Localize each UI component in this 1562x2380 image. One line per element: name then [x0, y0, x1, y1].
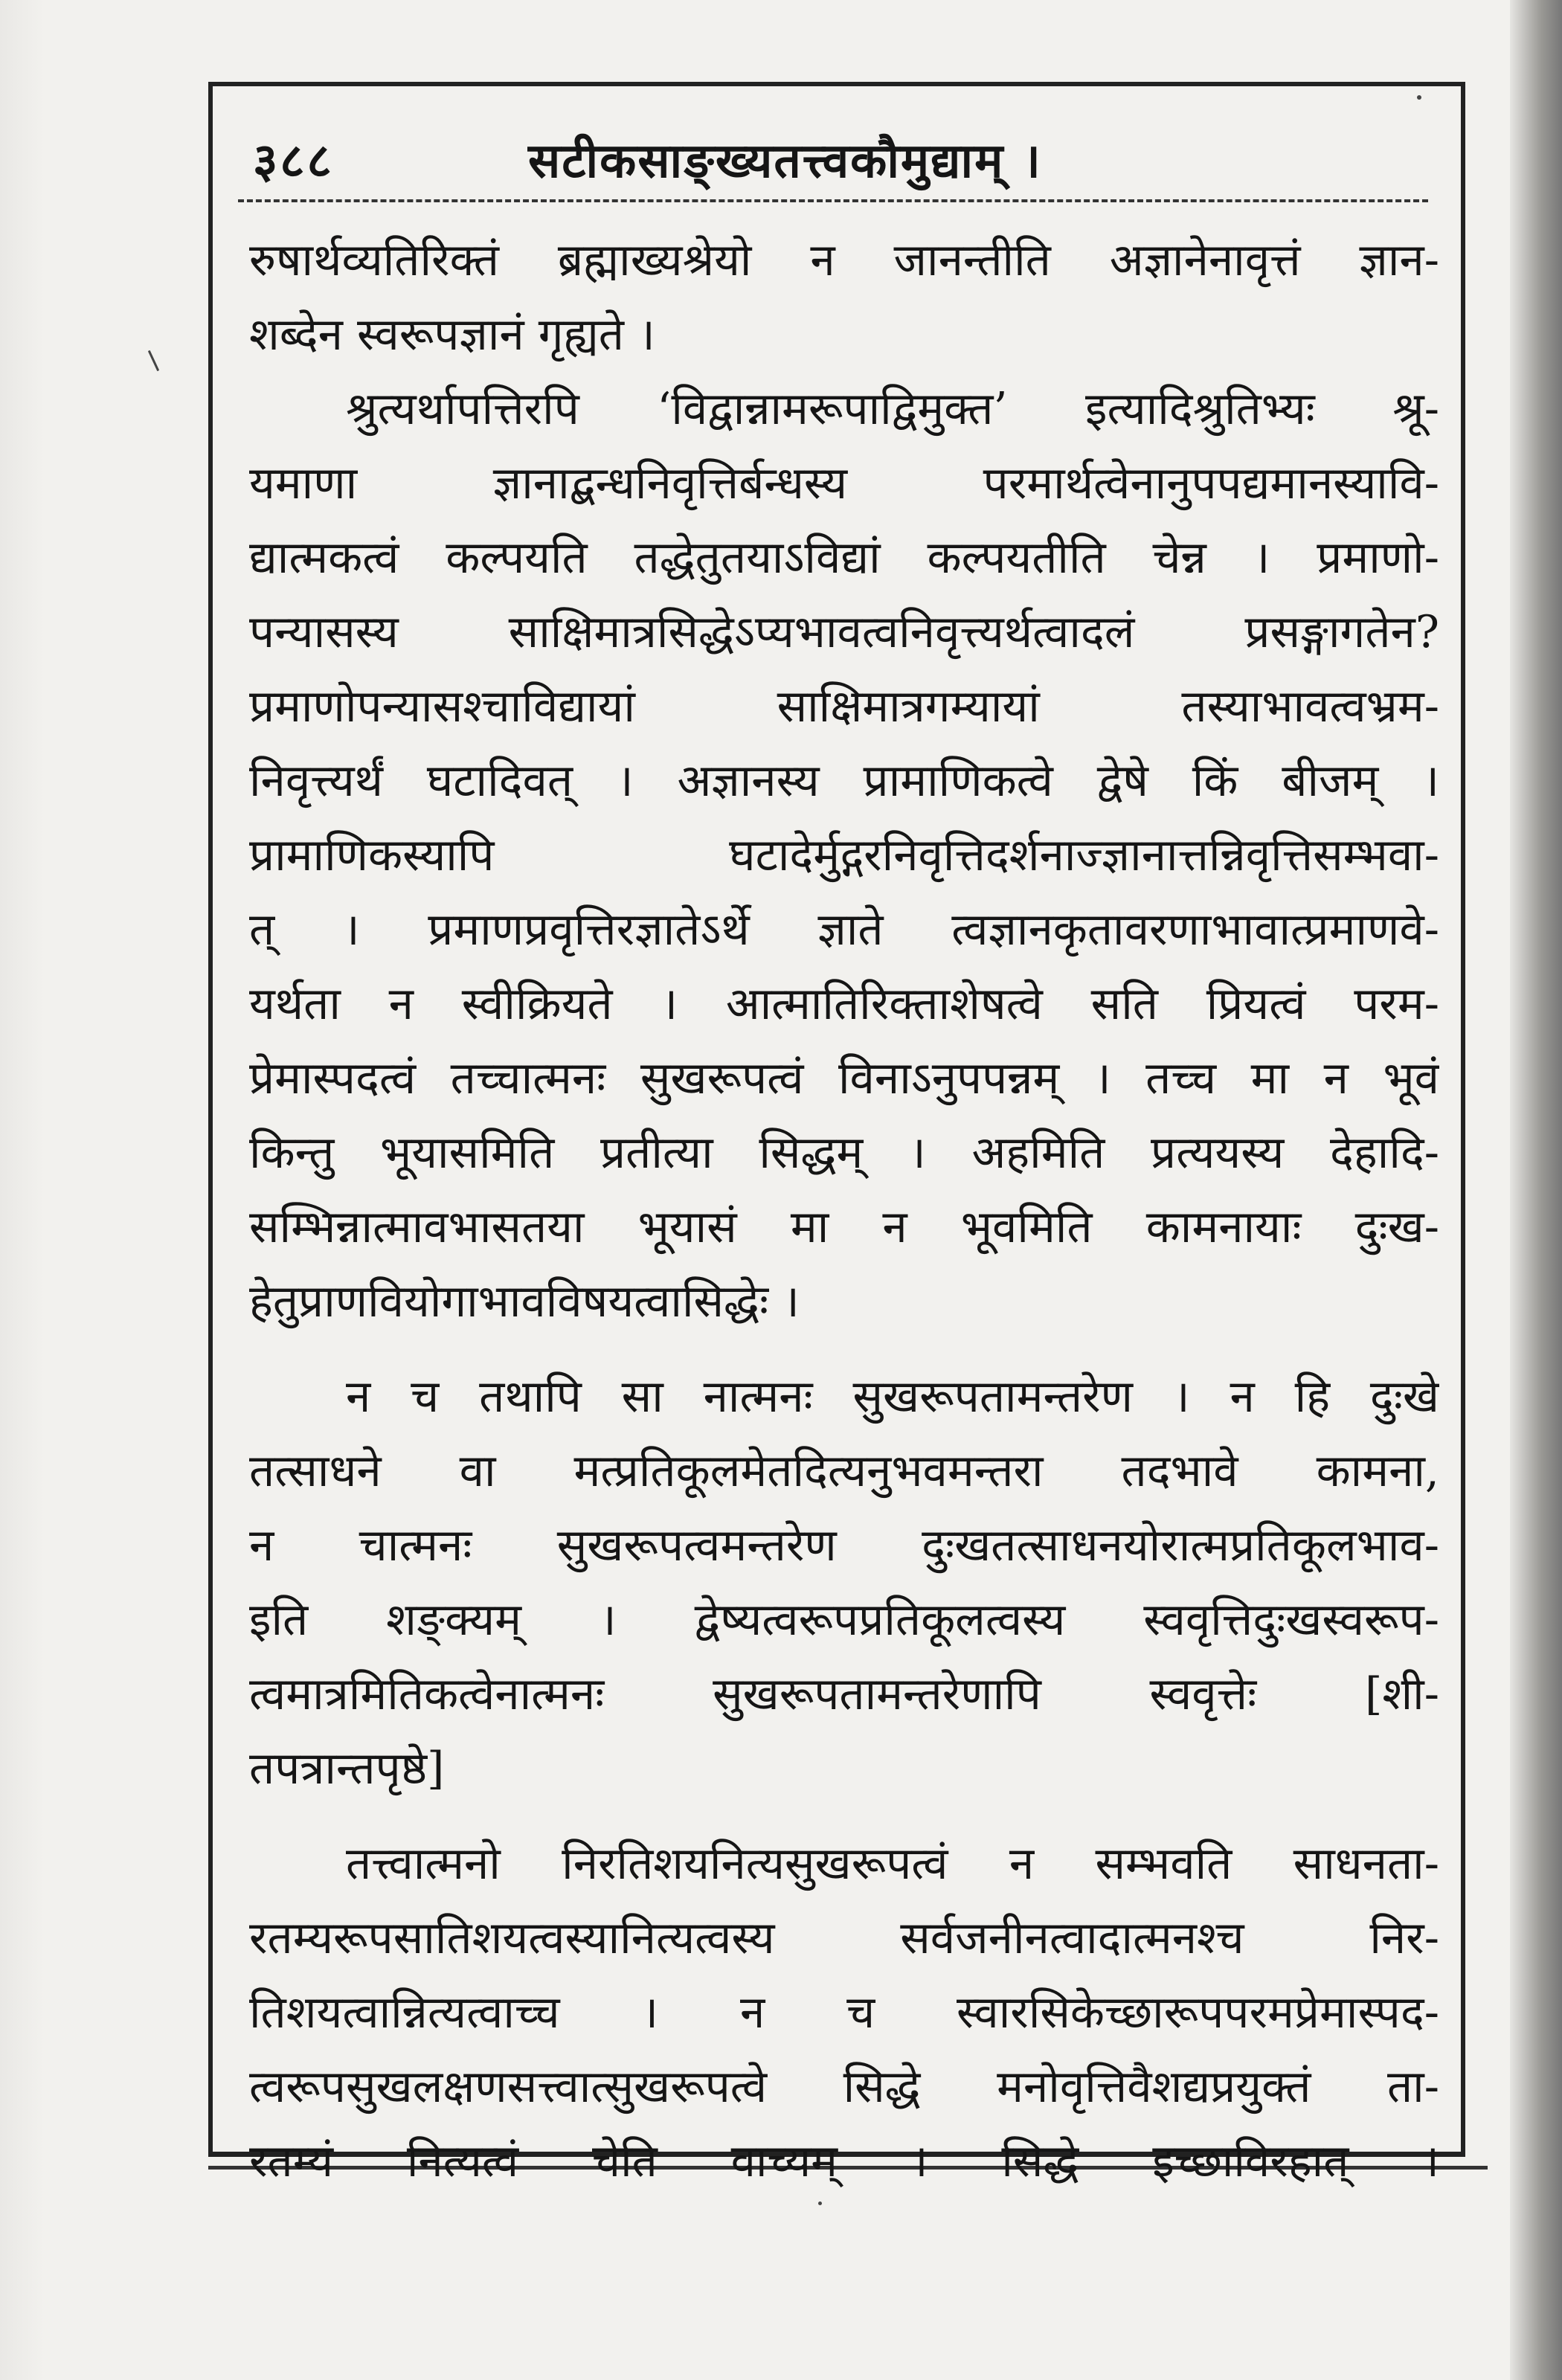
page-number: ३८८ [253, 133, 334, 189]
text-line: रतम्यं नित्यत्वं चेति वाच्यम् । सिद्धे इच्छाविरहात् । [249, 2135, 1439, 2187]
text-line: तत्साधने वा मत्प्रतिकूलमेतदित्यनुभवमन्तरा तदभावे कामना, [249, 1445, 1439, 1497]
print-speck [148, 350, 159, 371]
header-divider [238, 199, 1428, 202]
text-line: श्रुत्यर्थापत्तिरपि ‘विद्वान्नामरूपाद्विमुक्त’ इत्यादिश्रुतिभ्यः श्रू- [346, 383, 1439, 435]
text-line: शब्देन स्वरूपज्ञानं गृह्यते । [249, 309, 655, 361]
text-line: प्रमाणोपन्यासश्चाविद्यायां साक्षिमात्रगम्यायां तस्याभावत्वभ्रम- [249, 681, 1439, 733]
text-line: इति शङ्क्यम् । द्वेष्यत्वरूपप्रतिकूलत्वस्य स्ववृत्तिदुःखस्वरूप- [249, 1594, 1439, 1646]
paragraph [249, 1827, 1439, 2199]
text-line: तत्त्वात्मनो निरतिशयनित्यसुखरूपत्वं न सम्भवति साधनता- [346, 1838, 1439, 1890]
text-line: त्वमात्रमितिकत्वेनात्मनः सुखरूपतामन्तरेणापि स्ववृत्तेः [शी- [249, 1668, 1439, 1720]
page-header [253, 119, 1413, 193]
paragraph [249, 372, 1439, 1339]
text-line: रतम्यरूपसातिशयत्वस्यानित्यत्वस्य सर्वजनीनत्वादात्मनश्च निर- [249, 1912, 1439, 1964]
paragraph [249, 223, 1439, 372]
text-line: यमाणा ज्ञानाद्बन्धनिवृत्तिर्बन्धस्य परमार्थत्वेनानुपपद्यमानस्यावि- [249, 457, 1439, 509]
text-line: सम्भिन्नात्मावभासतया भूयासं मा न भूवमिति कामनायाः दुःख- [249, 1201, 1439, 1253]
running-title: सटीकसाङ्ख्यतत्त्वकौमुद्याम् । [528, 133, 1042, 189]
print-speck [1417, 95, 1421, 100]
paragraph-gap [249, 1339, 1439, 1360]
print-speck [818, 2202, 822, 2205]
text-line: पन्यासस्य साक्षिमात्रसिद्धेऽप्यभावत्वनिवृत्त्यर्थत्वादलं प्रसङ्गागतेन? [249, 606, 1439, 658]
page-edge-right [1510, 0, 1562, 2380]
text-line: न चात्मनः सुखरूपत्वमन्तरेण दुःखतत्साधनयोरात्मप्रतिकूलभाव- [249, 1519, 1439, 1572]
page-edge-left [0, 0, 45, 2380]
text-line: प्रेमास्पदत्वं तच्चात्मनः सुखरूपत्वं विनाऽनुपपन्नम् । तच्च मा न भूवं [249, 1052, 1439, 1104]
paragraph-gap [249, 1806, 1439, 1827]
paragraph [249, 1360, 1439, 1806]
text-line: यर्थता न स्वीक्रियते । आत्मातिरिक्ताशेषत्वे सति प्रियत्वं परम- [249, 978, 1439, 1030]
text-line: न च तथापि सा नात्मनः सुखरूपतामन्तरेण । न हि दुःखे [346, 1371, 1439, 1423]
text-line: तिशयत्वान्नित्यत्वाच्च । न च स्वारसिकेच्छारूपपरमप्रेमास्पद- [249, 1987, 1439, 2039]
text-line: निवृत्त्यर्थं घटादिवत् । अज्ञानस्य प्रामाणिकत्वे द्वेषे किं बीजम् । [249, 755, 1439, 807]
text-line: द्यात्मकत्वं कल्पयति तद्धेतुतयाऽविद्यां कल्पयतीति चेन्न । प्रमाणो- [249, 532, 1439, 584]
text-line: किन्तु भूयासमिति प्रतीत्या सिद्धम् । अहमिति प्रत्ययस्य देहादि- [249, 1127, 1439, 1179]
body-text [249, 223, 1439, 2199]
text-line: प्रामाणिकस्यापि घटादेर्मुद्गरनिवृत्तिदर्शनाज्ज्ञानात्तन्निवृत्तिसम्भवा- [249, 829, 1439, 881]
text-line: तपत्रान्तपृष्ठे] [249, 1743, 445, 1795]
text-line: रुषार्थव्यतिरिक्तं ब्रह्माख्यश्रेयो न जानन्तीति अज्ञानेनावृत्तं ज्ञान- [249, 234, 1439, 286]
text-line: त् । प्रमाणप्रवृत्तिरज्ञातेऽर्थे ज्ञाते त्वज्ञानकृतावरणाभावात्प्रमाणवे- [249, 904, 1439, 956]
text-line: त्वरूपसुखलक्षणसत्त्वात्सुखरूपत्वे सिद्धे मनोवृत्तिवैशद्यप्रयुक्तं ता- [249, 2061, 1439, 2113]
text-line: हेतुप्राणवियोगाभावविषयत्वासिद्धेः । [249, 1276, 800, 1328]
